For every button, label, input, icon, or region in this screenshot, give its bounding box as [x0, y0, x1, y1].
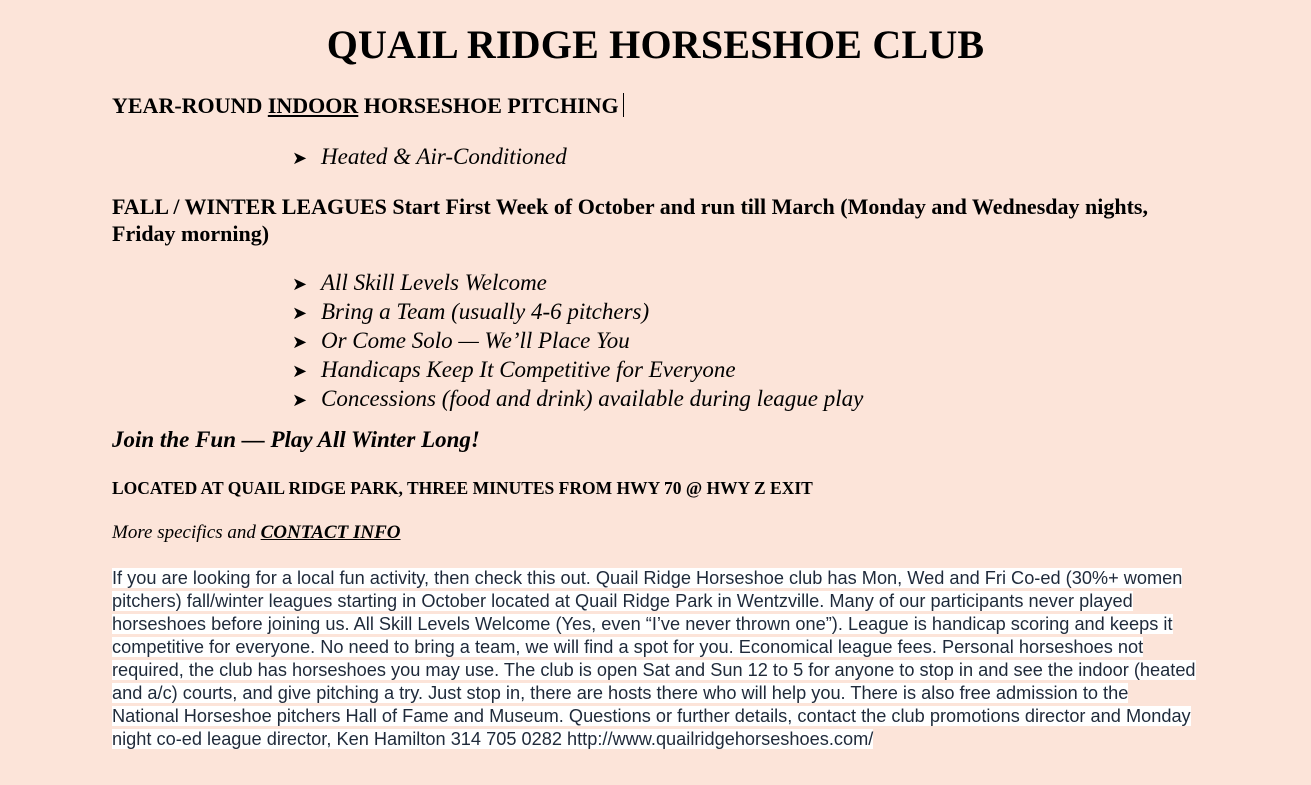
text-cursor [623, 93, 624, 117]
arrow-bullet-icon: ➤ [292, 332, 308, 352]
arrow-bullet-icon: ➤ [292, 148, 308, 168]
page-title: QUAIL RIDGE HORSESHOE CLUB [326, 22, 985, 67]
list-item: ➤ Bring a Team (usually 4-6 pitchers) [292, 298, 863, 327]
more-specifics-prefix: More specifics and [112, 522, 261, 543]
list-item: ➤ All Skill Levels Welcome [292, 269, 863, 298]
indoor-heading [112, 92, 624, 120]
league-points-list [292, 269, 863, 414]
list-item: ➤ Heated & Air-Conditioned [292, 143, 567, 172]
arrow-bullet-icon: ➤ [292, 361, 308, 381]
location-text: LOCATED AT QUAIL RIDGE PARK, THREE MINUTES FROM HWY 70 @ HWY Z EXIT [112, 478, 813, 498]
arrow-bullet-icon: ➤ [292, 274, 308, 294]
arrow-bullet-icon: ➤ [292, 390, 308, 410]
more-specifics-line [112, 521, 401, 545]
arrow-bullet-icon: ➤ [292, 303, 308, 323]
list-item: ➤ Handicaps Keep It Competitive for Everyone [292, 356, 863, 385]
description-paragraph [112, 567, 1197, 751]
leagues-heading: FALL / WINTER LEAGUES Start First Week of October and run till March (Monday and Wednesday nights, Friday morning) [112, 194, 1148, 246]
features-list [292, 143, 567, 172]
list-item: ➤ Or Come Solo — We’ll Place You [292, 327, 863, 356]
indoor-heading-before: YEAR-ROUND [112, 93, 268, 118]
selected-paragraph-text[interactable]: If you are looking for a local fun activity, then check this out. Quail Ridge Horseshoe club has Mon, Wed and Fri Co-ed (30%+ women pitchers) fall/winter leagues starting in October located at Quail Ridge Park in Wentzville. Many of our participants never played horseshoes before joining us. All Skill Levels Welcome (Yes, even “I’ve never thrown one”). League is handicap scoring and keeps it competitive for everyone. No need to bring a team, we will find a spot for you. Economical league fees. Personal horseshoes not required, the club has horseshoes you may use. The club is open Sat and Sun 12 to 5 for anyone to stop in and see the indoor (heated and a/c) courts, and give pitching a try. Just stop in, there are hosts there who will help you. There is also free admission to the National Horseshoe pitchers Hall of Fame and Museum. Questions or further details, contact the club promotions director and Monday night co-ed league director, Ken Hamilton 314 705 0282 http://www.quailridgehorseshoes.com/ [112, 568, 1196, 749]
indoor-heading-after: HORSESHOE PITCHING [358, 93, 619, 118]
contact-info-link[interactable]: CONTACT INFO [260, 522, 401, 543]
list-item: ➤ Concessions (food and drink) available during league play [292, 385, 863, 414]
indoor-heading-underlined: INDOOR [267, 93, 359, 118]
join-the-fun-text: Join the Fun — Play All Winter Long! [112, 427, 480, 452]
